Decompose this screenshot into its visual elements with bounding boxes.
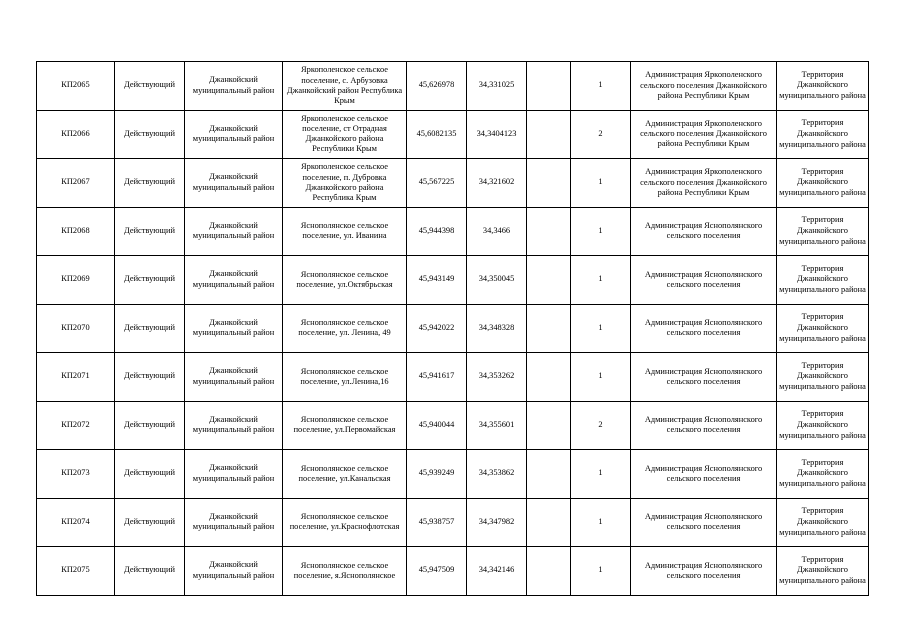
code-cell: КП2071 [37,353,115,402]
empty-cell [527,159,571,208]
latitude-cell: 45,626978 [407,62,467,111]
address-cell: Яснополянское сельское поселение, ул.Канальская [283,450,407,499]
table-row [37,207,869,256]
territory-cell: Территория Джанкойского муниципального района [777,498,869,547]
latitude-cell: 45,940044 [407,401,467,450]
district-cell: Джанкойский муниципальный район [185,207,283,256]
count-cell: 2 [571,110,631,159]
count-cell: 1 [571,207,631,256]
address-cell: Яркополенское сельское поселение, с. Арбузовка Джанкойский район Республика Крым [283,62,407,111]
latitude-cell: 45,567225 [407,159,467,208]
territory-cell: Территория Джанкойского муниципального района [777,256,869,305]
district-cell: Джанкойский муниципальный район [185,159,283,208]
address-cell: Яснополянское сельское поселение, ул.Ленина,16 [283,353,407,402]
organization-cell: Администрация Яснополянского сельского поселения [631,450,777,499]
table-row [37,256,869,305]
empty-cell [527,498,571,547]
code-cell: КП2065 [37,62,115,111]
district-cell: Джанкойский муниципальный район [185,547,283,596]
status-cell: Действующий [115,62,185,111]
district-cell: Джанкойский муниципальный район [185,110,283,159]
territory-cell: Территория Джанкойского муниципального района [777,547,869,596]
latitude-cell: 45,942022 [407,304,467,353]
latitude-cell: 45,941617 [407,353,467,402]
district-cell: Джанкойский муниципальный район [185,401,283,450]
latitude-cell: 45,943149 [407,256,467,305]
address-cell: Яркополенское сельское поселение, п. Дубровка Джанкойского района Республика Крым [283,159,407,208]
code-cell: КП2073 [37,450,115,499]
organization-cell: Администрация Яснополянского сельского поселения [631,547,777,596]
organization-cell: Администрация Яркополенского сельского поселения Джанкойского района Республики Крым [631,110,777,159]
address-cell: Яснополянское сельское поселение, ул.Октябрьская [283,256,407,305]
code-cell: КП2070 [37,304,115,353]
territory-cell: Территория Джанкойского муниципального района [777,110,869,159]
latitude-cell: 45,938757 [407,498,467,547]
address-cell: Яснополянское сельское поселение, я.Яснополянское [283,547,407,596]
table-body [37,62,869,596]
address-cell: Яснополянское сельское поселение, ул.Первомайская [283,401,407,450]
address-cell: Яснополянское сельское поселение, ул. Ленина, 49 [283,304,407,353]
code-cell: КП2067 [37,159,115,208]
district-cell: Джанкойский муниципальный район [185,498,283,547]
status-cell: Действующий [115,498,185,547]
organization-cell: Администрация Яснополянского сельского поселения [631,353,777,402]
table-row [37,353,869,402]
longitude-cell: 34,321602 [467,159,527,208]
code-cell: КП2069 [37,256,115,305]
district-cell: Джанкойский муниципальный район [185,62,283,111]
count-cell: 1 [571,256,631,305]
table-row [37,159,869,208]
address-cell: Яснополянское сельское поселение, ул. Иванина [283,207,407,256]
latitude-cell: 45,944398 [407,207,467,256]
count-cell: 1 [571,498,631,547]
district-cell: Джанкойский муниципальный район [185,450,283,499]
longitude-cell: 34,355601 [467,401,527,450]
code-cell: КП2075 [37,547,115,596]
longitude-cell: 34,350045 [467,256,527,305]
empty-cell [527,547,571,596]
count-cell: 1 [571,304,631,353]
organization-cell: Администрация Яркополенского сельского поселения Джанкойского района Республики Крым [631,62,777,111]
longitude-cell: 34,353262 [467,353,527,402]
count-cell: 1 [571,547,631,596]
table-row [37,450,869,499]
district-cell: Джанкойский муниципальный район [185,304,283,353]
longitude-cell: 34,3466 [467,207,527,256]
status-cell: Действующий [115,256,185,305]
status-cell: Действующий [115,110,185,159]
latitude-cell: 45,947509 [407,547,467,596]
empty-cell [527,353,571,402]
count-cell: 1 [571,159,631,208]
territory-cell: Территория Джанкойского муниципального района [777,159,869,208]
count-cell: 1 [571,353,631,402]
organization-cell: Администрация Яснополянского сельского поселения [631,256,777,305]
longitude-cell: 34,348328 [467,304,527,353]
count-cell: 1 [571,450,631,499]
address-cell: Яркополенское сельское поселение, ст Отрадная Джанкойского района Республики Крым [283,110,407,159]
empty-cell [527,401,571,450]
status-cell: Действующий [115,401,185,450]
table-row [37,498,869,547]
code-cell: КП2066 [37,110,115,159]
empty-cell [527,207,571,256]
organization-cell: Администрация Яснополянского сельского поселения [631,498,777,547]
latitude-cell: 45,6082135 [407,110,467,159]
territory-cell: Территория Джанкойского муниципального района [777,207,869,256]
longitude-cell: 34,347982 [467,498,527,547]
status-cell: Действующий [115,450,185,499]
empty-cell [527,450,571,499]
longitude-cell: 34,353862 [467,450,527,499]
table-row [37,547,869,596]
territory-cell: Территория Джанкойского муниципального района [777,401,869,450]
address-cell: Яснополянское сельское поселение, ул.Краснофлотская [283,498,407,547]
longitude-cell: 34,331025 [467,62,527,111]
territory-cell: Территория Джанкойского муниципального района [777,62,869,111]
empty-cell [527,256,571,305]
organization-cell: Администрация Яркополенского сельского поселения Джанкойского района Республики Крым [631,159,777,208]
territory-cell: Территория Джанкойского муниципального района [777,353,869,402]
organization-cell: Администрация Яснополянского сельского поселения [631,401,777,450]
table-row [37,401,869,450]
document-page [36,61,868,596]
longitude-cell: 34,3404123 [467,110,527,159]
district-cell: Джанкойский муниципальный район [185,353,283,402]
table-row [37,304,869,353]
code-cell: КП2074 [37,498,115,547]
empty-cell [527,110,571,159]
territory-cell: Территория Джанкойского муниципального района [777,304,869,353]
status-cell: Действующий [115,304,185,353]
table-row [37,62,869,111]
latitude-cell: 45,939249 [407,450,467,499]
count-cell: 1 [571,62,631,111]
status-cell: Действующий [115,353,185,402]
longitude-cell: 34,342146 [467,547,527,596]
empty-cell [527,304,571,353]
status-cell: Действующий [115,547,185,596]
count-cell: 2 [571,401,631,450]
code-cell: КП2072 [37,401,115,450]
code-cell: КП2068 [37,207,115,256]
organization-cell: Администрация Яснополянского сельского поселения [631,304,777,353]
empty-cell [527,62,571,111]
status-cell: Действующий [115,159,185,208]
status-cell: Действующий [115,207,185,256]
territory-cell: Территория Джанкойского муниципального района [777,450,869,499]
district-cell: Джанкойский муниципальный район [185,256,283,305]
registry-table [36,61,869,596]
table-row [37,110,869,159]
organization-cell: Администрация Яснополянского сельского поселения [631,207,777,256]
